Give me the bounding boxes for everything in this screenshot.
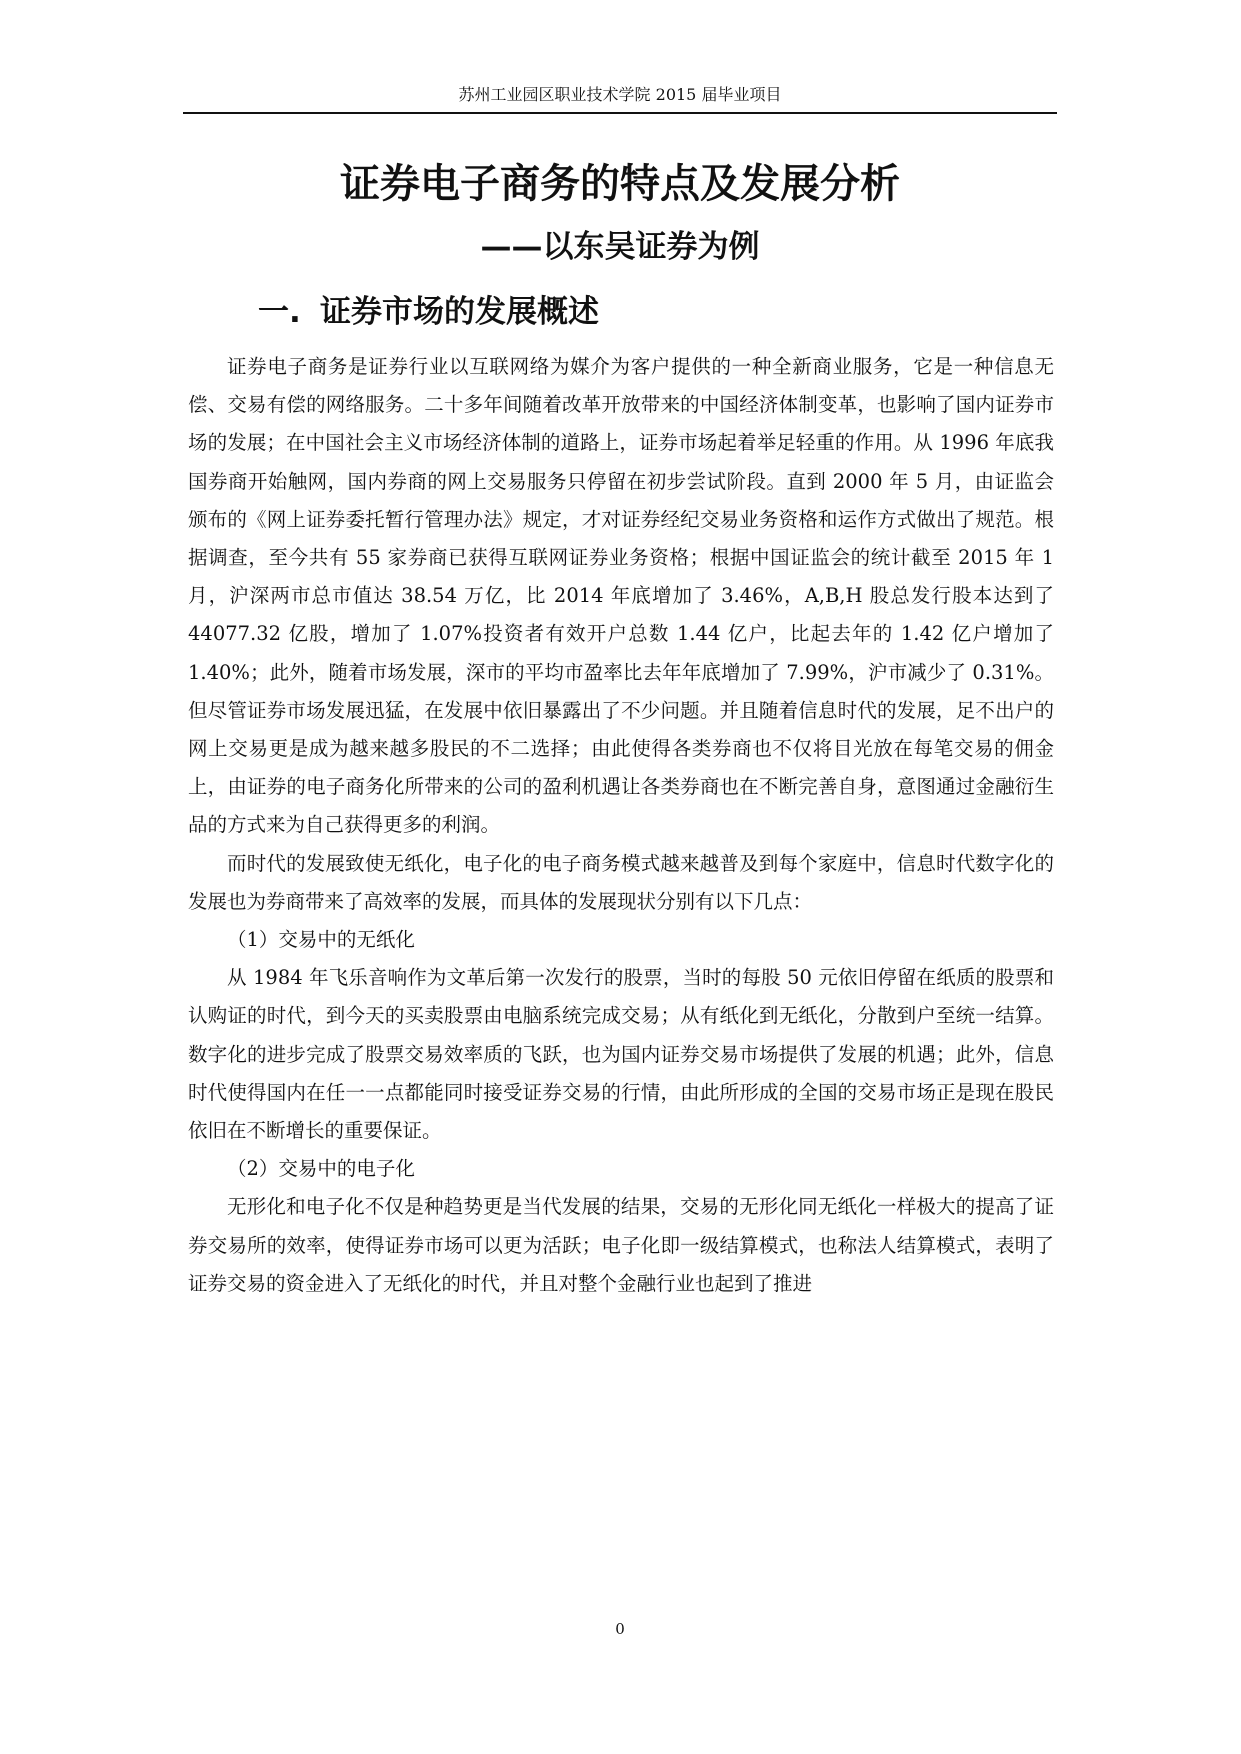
body-text: [188, 348, 1054, 1303]
paragraph-electronic: 无形化和电子化不仅是种趋势更是当代发展的结果，交易的无形化同无纸化一样极大的提高了证券交易所的效率，使得证券市场可以更为活跃；电子化即一级结算模式，也称法人结算模式，表明了证券交易的资金进入了无纸化的时代，并且对整个金融行业也起到了推进: [188, 1195, 1054, 1295]
paragraph-market-overview: 证券电子商务是证券行业以互联网络为媒介为客户提供的一种全新商业服务，它是一种信息无偿、交易有偿的网络服务。二十多年间随着改革开放带来的中国经济体制变革，也影响了国内证券市场的发展；在中国社会主义市场经济体制的道路上，证券市场起着举足轻重的作用。从 1996 年底我国券商开始触网，国内券商的网上交易服务只停留在初步尝试阶段。直到 2000 年 5 月，由证监会颁布的《网上证券委托暂行管理办法》规定，才对证券经纪交易业务资格和运作方式做出了规范。根据调查，至今共有 55 家券商已获得互联网证券业务资格；根据中国证监会的统计截至 2015 年 1 月，沪深两市总市值达 38.54 万亿，比 2014 年底增加了 3.46%，A,B,H 股总发行股本达到了 44077.32 亿股，增加了 1.07%投资者有效开户总数 1.44 亿户，比起去年的 1.42 亿户增加了 1.40%；此外，随着市场发展，深市的平均市盈率比去年年底增加了 7.99%，沪市减少了 0.31%。但尽管证券市场发展迅猛，在发展中依旧暴露出了不少问题。并且随着信息时代的发展，足不出户的网上交易更是成为越来越多股民的不二选择；由此使得各类券商也不仅将目光放在每笔交易的佣金上，由证券的电子商务化所带来的公司的盈利机遇让各类券商也在不断完善自身，意图通过金融衍生品的方式来为自己获得更多的利润。: [188, 355, 1054, 837]
paragraph-paperless: 从 1984 年飞乐音响作为文革后第一次发行的股票，当时的每股 50 元依旧停留在纸质的股票和认购证的时代，到今天的买卖股票由电脑系统完成交易；从有纸化到无纸化，分散到户至统一结算。数字化的进步完成了股票交易效率质的飞跃，也为国内证券交易市场提供了发展的机遇；此外，信息时代使得国内在任一一点都能同时接受证券交易的行情，由此所形成的全国的交易市场正是现在股民依旧在不断增长的重要保证。: [188, 966, 1054, 1143]
subheading-electronic: （2）交易中的电子化: [227, 1157, 415, 1181]
section-title: 证券市场的发展概述: [320, 294, 599, 330]
page-number: 0: [615, 1620, 625, 1638]
section-heading: [258, 291, 599, 333]
document-subtitle: ——以东吴证券为例: [480, 229, 760, 265]
page-header: 苏州工业园区职业技术学院 2015 届毕业项目: [183, 86, 1057, 114]
document-title: 证券电子商务的特点及发展分析: [340, 161, 900, 207]
section-number: 一.: [258, 294, 301, 330]
paragraph-digital-development: 而时代的发展致使无纸化，电子化的电子商务模式越来越普及到每个家庭中，信息时代数字化的发展也为券商带来了高效率的发展，而具体的发展现状分别有以下几点：: [188, 851, 1054, 913]
subheading-paperless: （1）交易中的无纸化: [227, 928, 415, 952]
